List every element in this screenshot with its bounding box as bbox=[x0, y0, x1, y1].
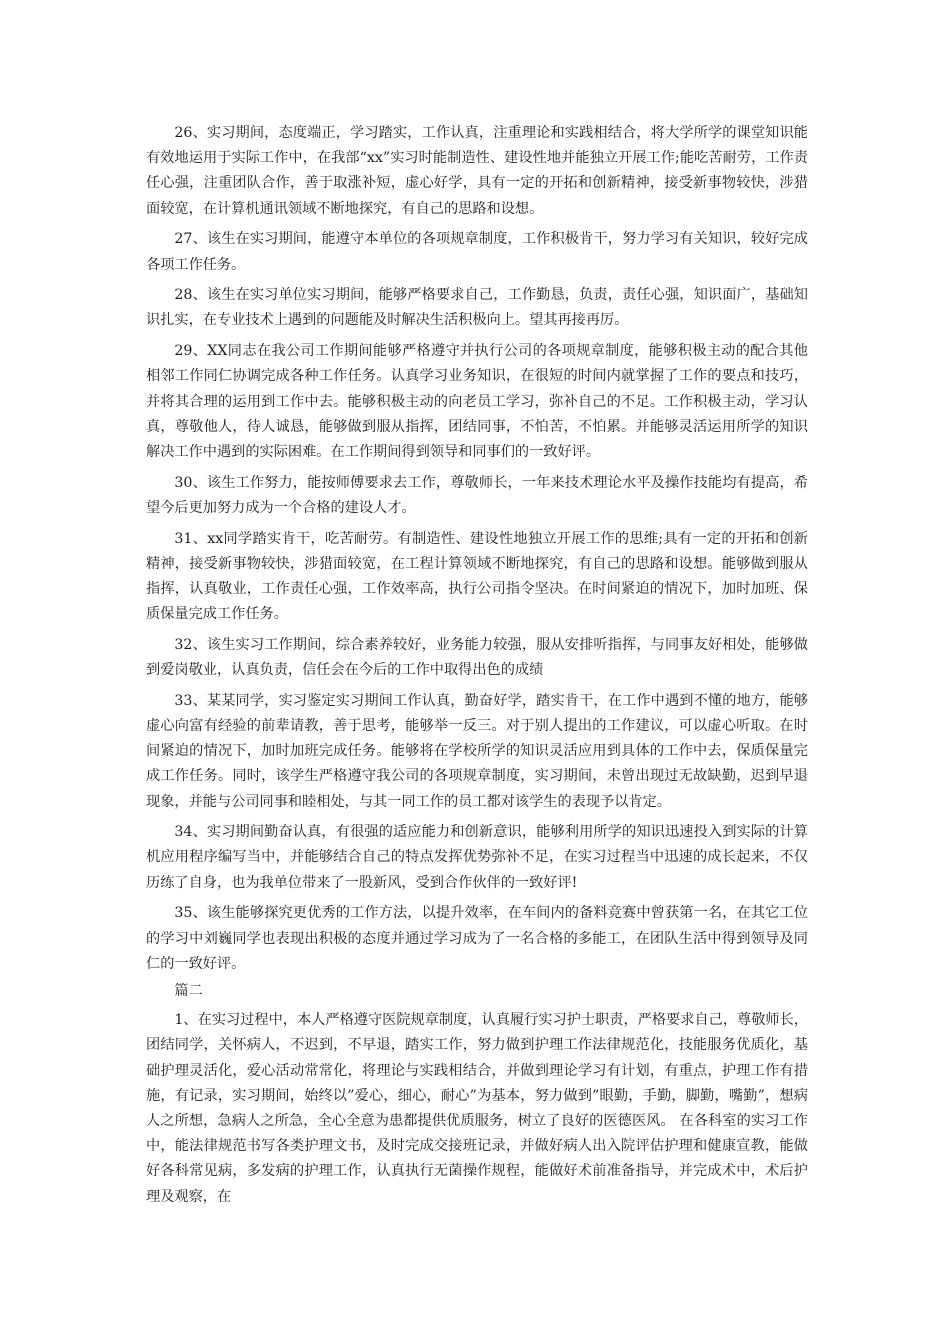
paragraph-34: 34、实习期间勤奋认真，有很强的适应能力和创新意识，能够利用所学的知识迅速投入到实际的计算机应用程序编写当中，并能够结合自己的特点发挥优势弥补不足，在实习过程当中迅速的成长起来，不仅历练了自身，也为我单位带来了一股新风，受到合作伙伴的一致好评! bbox=[146, 824, 808, 891]
paragraph-32: 32、该生实习工作期间，综合素养较好，业务能力较强，服从安排听指挥，与同事友好相处，能够做到爱岗敬业，认真负责，信任会在今后的工作中取得出色的成绩 bbox=[146, 636, 808, 679]
paragraph-28: 28、该生在实习单位实习期间，能够严格要求自己，工作勤恳，负责，责任心强，知识面广，基础知识扎实，在专业技术上遇到的问题能及时解决生活积极向上。望其再接再厉。 bbox=[146, 287, 808, 329]
paragraph-section-two-1: 1、在实习过程中，本人严格遵守医院规章制度，认真履行实习护士职责，严格要求自己，尊敬师长，团结同学，关怀病人，不迟到，不早退，踏实工作，努力做到护理工作法律规范化，技能服务优质化，基础护理灵活化，爱心活动常常化，将理论与实践相结合，并做到理论学习有计划，有重点，护理工作有措施，有记录，实习期间，始终以”爱心，细心，耐心”为基本，努力做到”眼勤，手勤，脚勤，嘴勤”，想病人之所想，急病人之所急，全心全意为患都提供优质服务，树立了良好的医德医风。 在各科室的实习工作中，能法律规范书写各类护理文书，及时完成交接班记录，并做好病人出入院评估护理和健康宣教，能做好各科常见病，多发病的护理工作，认真执行无菌操作规程，能做好术前准备指导，并完成术中，术后护理及观察，在 bbox=[146, 1012, 808, 1205]
section-heading: 篇二 bbox=[174, 983, 203, 999]
paragraph-31: 31、xx同学踏实肯干，吃苦耐劳。有制造性、建设性地独立开展工作的思维;具有一定的开拓和创新精神，接受新事物较快，涉猎面较宽，在工程计算领域不断地探究，有自己的思路和设想。能够做到服从指挥，认真敬业，工作责任心强，工作效率高，执行公司指令坚决。在时间紧迫的情况下，加时加班、保质保量完成工作任务。 bbox=[146, 530, 808, 623]
paragraph-26: 26、实习期间，态度端正，学习踏实，工作认真，注重理论和实践相结合，将大学所学的课堂知识能有效地运用于实际工作中，在我部“xx”实习时能制造性、建设性地并能独立开展工作;能吃苦耐劳，工作责任心强，注重团队合作，善于取涨补短，虚心好学，具有一定的开拓和创新精神，接受新事物较快，涉猎面较宽，在计算机通讯领域不断地探究，有自己的思路和设想。 bbox=[146, 125, 808, 217]
document-page bbox=[146, 121, 808, 1215]
paragraph-33: 33、某某同学，实习鉴定实习期间工作认真，勤奋好学，踏实肯干，在工作中遇到不懂的地方，能够虚心向富有经验的前辈请教，善于思考，能够举一反三。对于别人提出的工作建议，可以虚心听取。在时间紧迫的情况下，加时加班完成任务。能够将在学校所学的知识灵活应用到具体的工作中去，保质保量完成工作任务。同时，该学生严格遵守我公司的各项规章制度，实习期间，未曾出现过无故缺勤，迟到早退现象，并能与公司同事和睦相处，与其一同工作的员工都对该学生的表现予以肯定。 bbox=[146, 692, 808, 810]
paragraph-29: 29、XX同志在我公司工作期间能够严格遵守并执行公司的各项规章制度，能够积极主动的配合其他相邻工作同仁协调完成各种工作任务。认真学习业务知识，在很短的时间内就掌握了工作的要点和技巧，并将其合理的运用到工作中去。能够积极主动的向老员工学习，弥补自己的不足。工作积极主动，学习认真，尊敬他人，待人诚恳，能够做到服从指挥，团结同事，不怕苦，不怕累。并能够灵活运用所学的知识解决工作中遇到的实际困难。在工作期间得到领导和同事们的一致好评。 bbox=[146, 343, 808, 460]
paragraph-35: 35、该生能够探究更优秀的工作方法，以提升效率，在车间内的备料竞赛中曾获第一名，在其它工位的学习中刘巍同学也表现出积极的态度并通过学习成为了一名合格的多能工，在团队生活中得到领导及同仁的一致好评。 bbox=[146, 905, 808, 972]
paragraph-30: 30、该生工作努力，能按师傅要求去工作，尊敬师长，一年来技术理论水平及操作技能均有提高，希望今后更加努力成为一个合格的建设人才。 bbox=[146, 474, 808, 516]
paragraph-27: 27、该生在实习期间，能遵守本单位的各项规章制度，工作积极肯干，努力学习有关知识，较好完成各项工作任务。 bbox=[146, 231, 808, 273]
